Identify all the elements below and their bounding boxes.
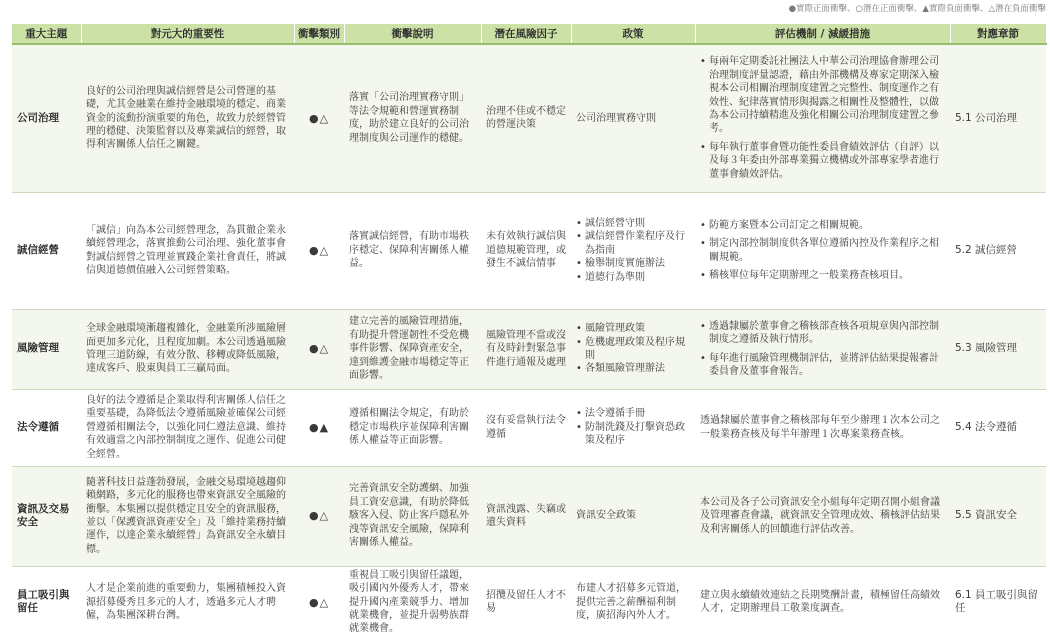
table-row [12,466,1046,566]
header-measures: 評估機制 / 減緩措施 [695,24,950,44]
importance-cell: 良好的公司治理與誠信經營是公司營運的基礎，尤其金融業在維持金融環境的穩定、商業資金的流動扮演重要的角色，故致力於經營管理的穩健、決策監督以及專業誠信的經營，取得利害關係人信任之關鍵。 [81,44,294,192]
topic-cell: 員工吸引與留任 [12,566,81,638]
chapter-cell: 5.2 誠信經營 [950,192,1046,309]
topic-cell: 風險管理 [12,309,81,389]
header-importance: 對元大的重要性 [81,24,294,44]
header-category: 衝擊類別 [294,24,344,44]
risk-cell: 未有效執行誠信與道德規範管理，或發生不誠信情事 [481,192,571,309]
chapter-cell: 5.4 法令遵循 [950,389,1046,466]
impact-cell: 完善資訊安全防護網、加強員工資安意識，有助於降低駭客入侵、防止客戶隱私外洩等資訊安全風險，保障利害關係人權益。 [344,466,481,566]
measure-item: • 每兩年定期委託社團法人中華公司治理協會辦理公司治理制度評量認證，藉由外部機構及專家定期深入檢視本公司相關治理制度建置之完整性、制度運作之有效性、紀律落實情形與揭露之相關性及整體性，以做為本公司持續精進及強化相關公司治理制度建置之參考。 [700,55,945,135]
measures-cell [695,389,950,466]
impact-cell: 落實誠信經營，有助市場秩序穩定、保障利害關係人權益。 [344,192,481,309]
policy-cell [571,566,695,638]
header-topic: 重大主題 [12,24,81,44]
impact-cell: 落實「公司治理實務守則」等法令規範和營運實務制度，助於建立良好的公司治理制度與公司運作的穩健。 [344,44,481,192]
policy-cell [571,466,695,566]
risk-cell: 資訊洩露、失竊或遺失資料 [481,466,571,566]
importance-cell: 隨著科技日益蓬勃發展，金融交易環境越趨仰賴網路，多元化的服務也帶來資訊安全風險的衝擊。本集團以提供穩定且安全的資訊服務，並以「保護資訊資產安全」及「維持業務持續運作，以達企業永續經營」為資訊安全永續目標。 [81,466,294,566]
header-policy: 政策 [571,24,695,44]
measure-item: • 每年執行董事會暨功能性委員會績效評估（自評）以及每３年委由外部專業獨立機構或外部專家學者進行董事會績效評估。 [700,141,945,181]
measure-item: 建立與永續績效連結之長期獎酬計畫，積極留任高績效人才，定期辦理員工敬業度調查。 [700,589,940,615]
category-cell: ●▲ [294,389,344,466]
measures-cell [695,44,950,192]
measure-item: • 制定內部控制制度供各單位遵循內控及作業程序之相關規範。 [700,237,945,264]
chapter-cell: 5.5 資訊安全 [950,466,1046,566]
policy-item: • 檢舉制度實施辦法 [576,257,690,270]
table-row [12,566,1046,638]
policy-cell [571,389,695,466]
measures-cell [695,566,950,638]
chapter-cell: 5.3 風險管理 [950,309,1046,389]
material-topics-table [12,24,1047,638]
table-row [12,389,1046,466]
category-cell: ●△ [294,466,344,566]
impact-cell: 建立完善的風險管理措施，有助提升營運韌性不受危機事件影響、保障資產安全，達到維護金融市場穩定等正面影響。 [344,309,481,389]
measure-item: • 稽核單位每年定期辦理之一般業務查核項目。 [700,269,945,282]
policy-item: • 法令遵循手冊 [576,407,690,420]
category-cell: ●△ [294,309,344,389]
measure-item: • 防範方案暨本公司訂定之相關規範。 [700,219,945,232]
policy-item: • 危機處理政策及程序規則 [576,336,690,363]
topic-cell: 法令遵循 [12,389,81,466]
measure-item: • 透過隸屬於董事會之稽核部查核各項規章與內部控制制度之遵循及執行情形。 [700,320,945,347]
header-row [12,24,1046,44]
topic-cell: 誠信經營 [12,192,81,309]
topic-cell: 資訊及交易安全 [12,466,81,566]
risk-cell: 招攬及留任人才不易 [481,566,571,638]
importance-cell: 人才是企業前進的重要動力，集團積極投入資源招募優秀且多元的人才，透過多元人才聘僱，為集團深耕台灣。 [81,566,294,638]
measures-cell [695,192,950,309]
measure-item: 透過隸屬於董事會之稽核部每年至少辦理１次本公司之一般業務查核及每半年辦理１次專案業務查核。 [700,415,940,440]
header-impact: 衝擊說明 [344,24,481,44]
topic-cell: 公司治理 [12,44,81,192]
measures-cell [695,466,950,566]
impact-cell: 遵循相關法令規定，有助於穩定市場秩序並保障利害關係人權益等正面影響。 [344,389,481,466]
policy-item: 公司治理實務守則 [576,112,656,124]
category-cell: ●△ [294,192,344,309]
importance-cell: 良好的法令遵循是企業取得利害關係人信任之重要基礎，為降低法令遵循風險並確保公司經營遵循相關法令，以強化同仁遵法意識、維持有效適當之內部控制制度之運作、促進公司健全經營。 [81,389,294,466]
policy-item: 資訊安全政策 [576,510,636,522]
policy-item: 布建人才招募多元管道，提供完善之薪酬福利制度，廣招海內外人才。 [576,583,686,621]
risk-cell: 沒有妥當執行法令遵循 [481,389,571,466]
policy-cell [571,309,695,389]
table-row [12,44,1046,192]
category-cell: ●△ [294,566,344,638]
policy-item: • 道德行為準則 [576,271,690,284]
table-row [12,192,1046,309]
policy-item: • 誠信經營作業程序及行為指南 [576,230,690,257]
policy-item: • 各類風險管理辦法 [576,362,690,375]
category-cell: ●△ [294,44,344,192]
measures-cell [695,309,950,389]
importance-cell: 「誠信」向為本公司經營理念，為貫徹企業永續經營理念，落實推動公司治理、強化董事會對誠信經營之管理並實踐企業社會責任，將誠信與道德價值融入公司經營策略。 [81,192,294,309]
impact-legend: ●實際正面衝擊、○潛在正面衝擊、▲實際負面衝擊、△潛在負面衝擊 [788,4,1046,14]
measure-item: • 每年進行風險管理機制評估，並將評估結果提報審計委員會及董事會報告。 [700,352,945,379]
chapter-cell: 5.1 公司治理 [950,44,1046,192]
policy-cell [571,44,695,192]
risk-cell: 風險管理不當或沒有及時針對緊急事件進行通報及處理 [481,309,571,389]
policy-item: • 風險管理政策 [576,322,690,335]
header-chapter: 對應章節 [950,24,1046,44]
importance-cell: 全球金融環境漸趨複雜化，金融業所涉風險層面更加多元化，且程度加劇。本公司透過風險管理三道防線，有效分散、移轉或降低風險，達成客戶、股東與員工三贏局面。 [81,309,294,389]
impact-cell: 重視員工吸引與留任議題，吸引國內外優秀人才，帶來提升國內產業競爭力、增加就業機會，並提升弱勢族群就業機會。 [344,566,481,638]
policy-item: • 防制洗錢及打擊資恐政策及程序 [576,421,690,448]
header-risk: 潛在風險因子 [481,24,571,44]
risk-cell: 治理不佳或不穩定的營運決策 [481,44,571,192]
measure-item: 本公司及各子公司資訊安全小組每年定期召開小組會議及管理審查會議，就資訊安全管理成效、稽核評估結果及利害關係人的回饋進行評估改善。 [700,496,940,535]
policy-cell [571,192,695,309]
table-row [12,309,1046,389]
policy-item: • 誠信經營守則 [576,217,690,230]
chapter-cell: 6.1 員工吸引與留任 [950,566,1046,638]
